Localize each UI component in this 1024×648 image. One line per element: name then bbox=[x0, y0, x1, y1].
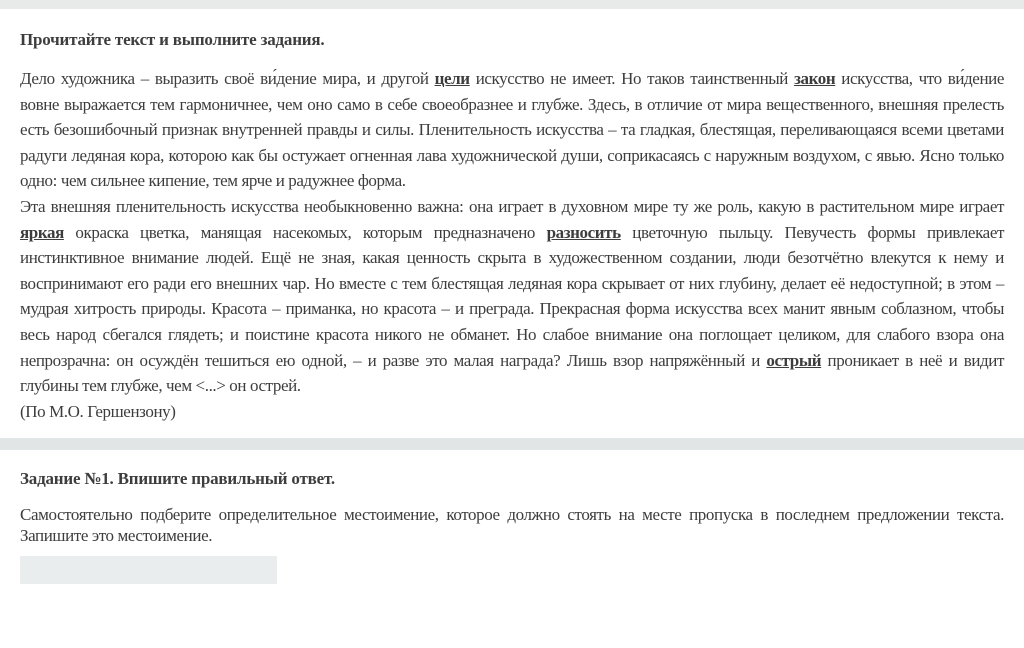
instructions-heading: Прочитайте текст и выполните задания. bbox=[20, 30, 325, 49]
text-run: (По М.О. Гершензону) bbox=[20, 401, 176, 421]
underlined-term: яркая bbox=[20, 222, 64, 242]
underlined-term: острый bbox=[766, 350, 822, 370]
reading-text bbox=[20, 66, 1004, 424]
task-heading: Задание №1. Впишите правильный ответ. bbox=[20, 469, 335, 489]
underlined-term: закон bbox=[794, 69, 836, 88]
task-description: Самостоятельно подберите определительное местоимение, которое должно стоять на месте пропуска в последнем предложении текста. Запишите это местоимение. bbox=[20, 505, 1004, 546]
section-divider bbox=[0, 438, 1024, 450]
reading-paragraph bbox=[20, 66, 1004, 194]
top-bar bbox=[0, 0, 1024, 9]
task-section bbox=[0, 469, 1024, 584]
text-run: искусство не имеет. Но таков таинственный bbox=[469, 69, 795, 88]
answer-input[interactable] bbox=[20, 556, 277, 584]
text-run: цветочную пыльцу. Певучесть формы привлекает инстинктивное внимание людей. Ещё не зная, какая ценность скрыта в художественном создании, люди безотчётно влекутся к нему и воспринимают его ради его внешних чар. Но вместе с тем блестящая ледяная кора скрывает от них глубину, делает её недоступной; в этом – мудрая хитрость природы. Красота – приманка, но красота – и преграда. Прекрасная форма искусства всех манит явным соблазном, чтобы весь народ сбегался глядеть; и поистине красота никого не обманет. Но слабое внимание она поглощает целиком, для слабого взора она непрозрачна: он осуждён тешиться ею одной, – и разве это малая награда? Лишь взор напряжённый и bbox=[20, 222, 1004, 370]
reading-section bbox=[0, 30, 1024, 424]
text-run: окраска цветка, манящая насекомых, которым предназначено bbox=[63, 222, 547, 242]
underlined-term: разносить bbox=[546, 222, 621, 242]
reading-paragraph bbox=[20, 194, 1004, 399]
text-run: искусства, что ви́дение вовне выражается тем гармоничнее, чем оно само в себе своеобразнее и глубже. Здесь, в отличие от мира вещественного, внешняя прелесть есть безошибочный признак внутренней правды и силы. Пленительность искусства – та гладкая, блестящая, переливающаяся всеми цветами радуги ледяная кора, которою как бы остужает огненная лава художнической души, соприкасаясь с наружным воздухом, с явью. Ясно только одно: чем сильнее кипение, тем ярче и радужнее форма. bbox=[20, 69, 1004, 191]
underlined-term: цели bbox=[434, 69, 470, 88]
reading-attribution bbox=[20, 399, 1004, 425]
text-run: Эта внешняя пленительность искусства необыкновенно важна: она играет в духовном мире ту же роль, какую в растительном мире играет bbox=[20, 196, 1004, 216]
content-area bbox=[0, 30, 1024, 584]
text-run: проникает в неё и видит глубины тем глубже, чем <...> он острей. bbox=[20, 350, 1004, 396]
text-run: Дело художника – выразить своё ви́дение мира, и другой bbox=[20, 69, 435, 88]
